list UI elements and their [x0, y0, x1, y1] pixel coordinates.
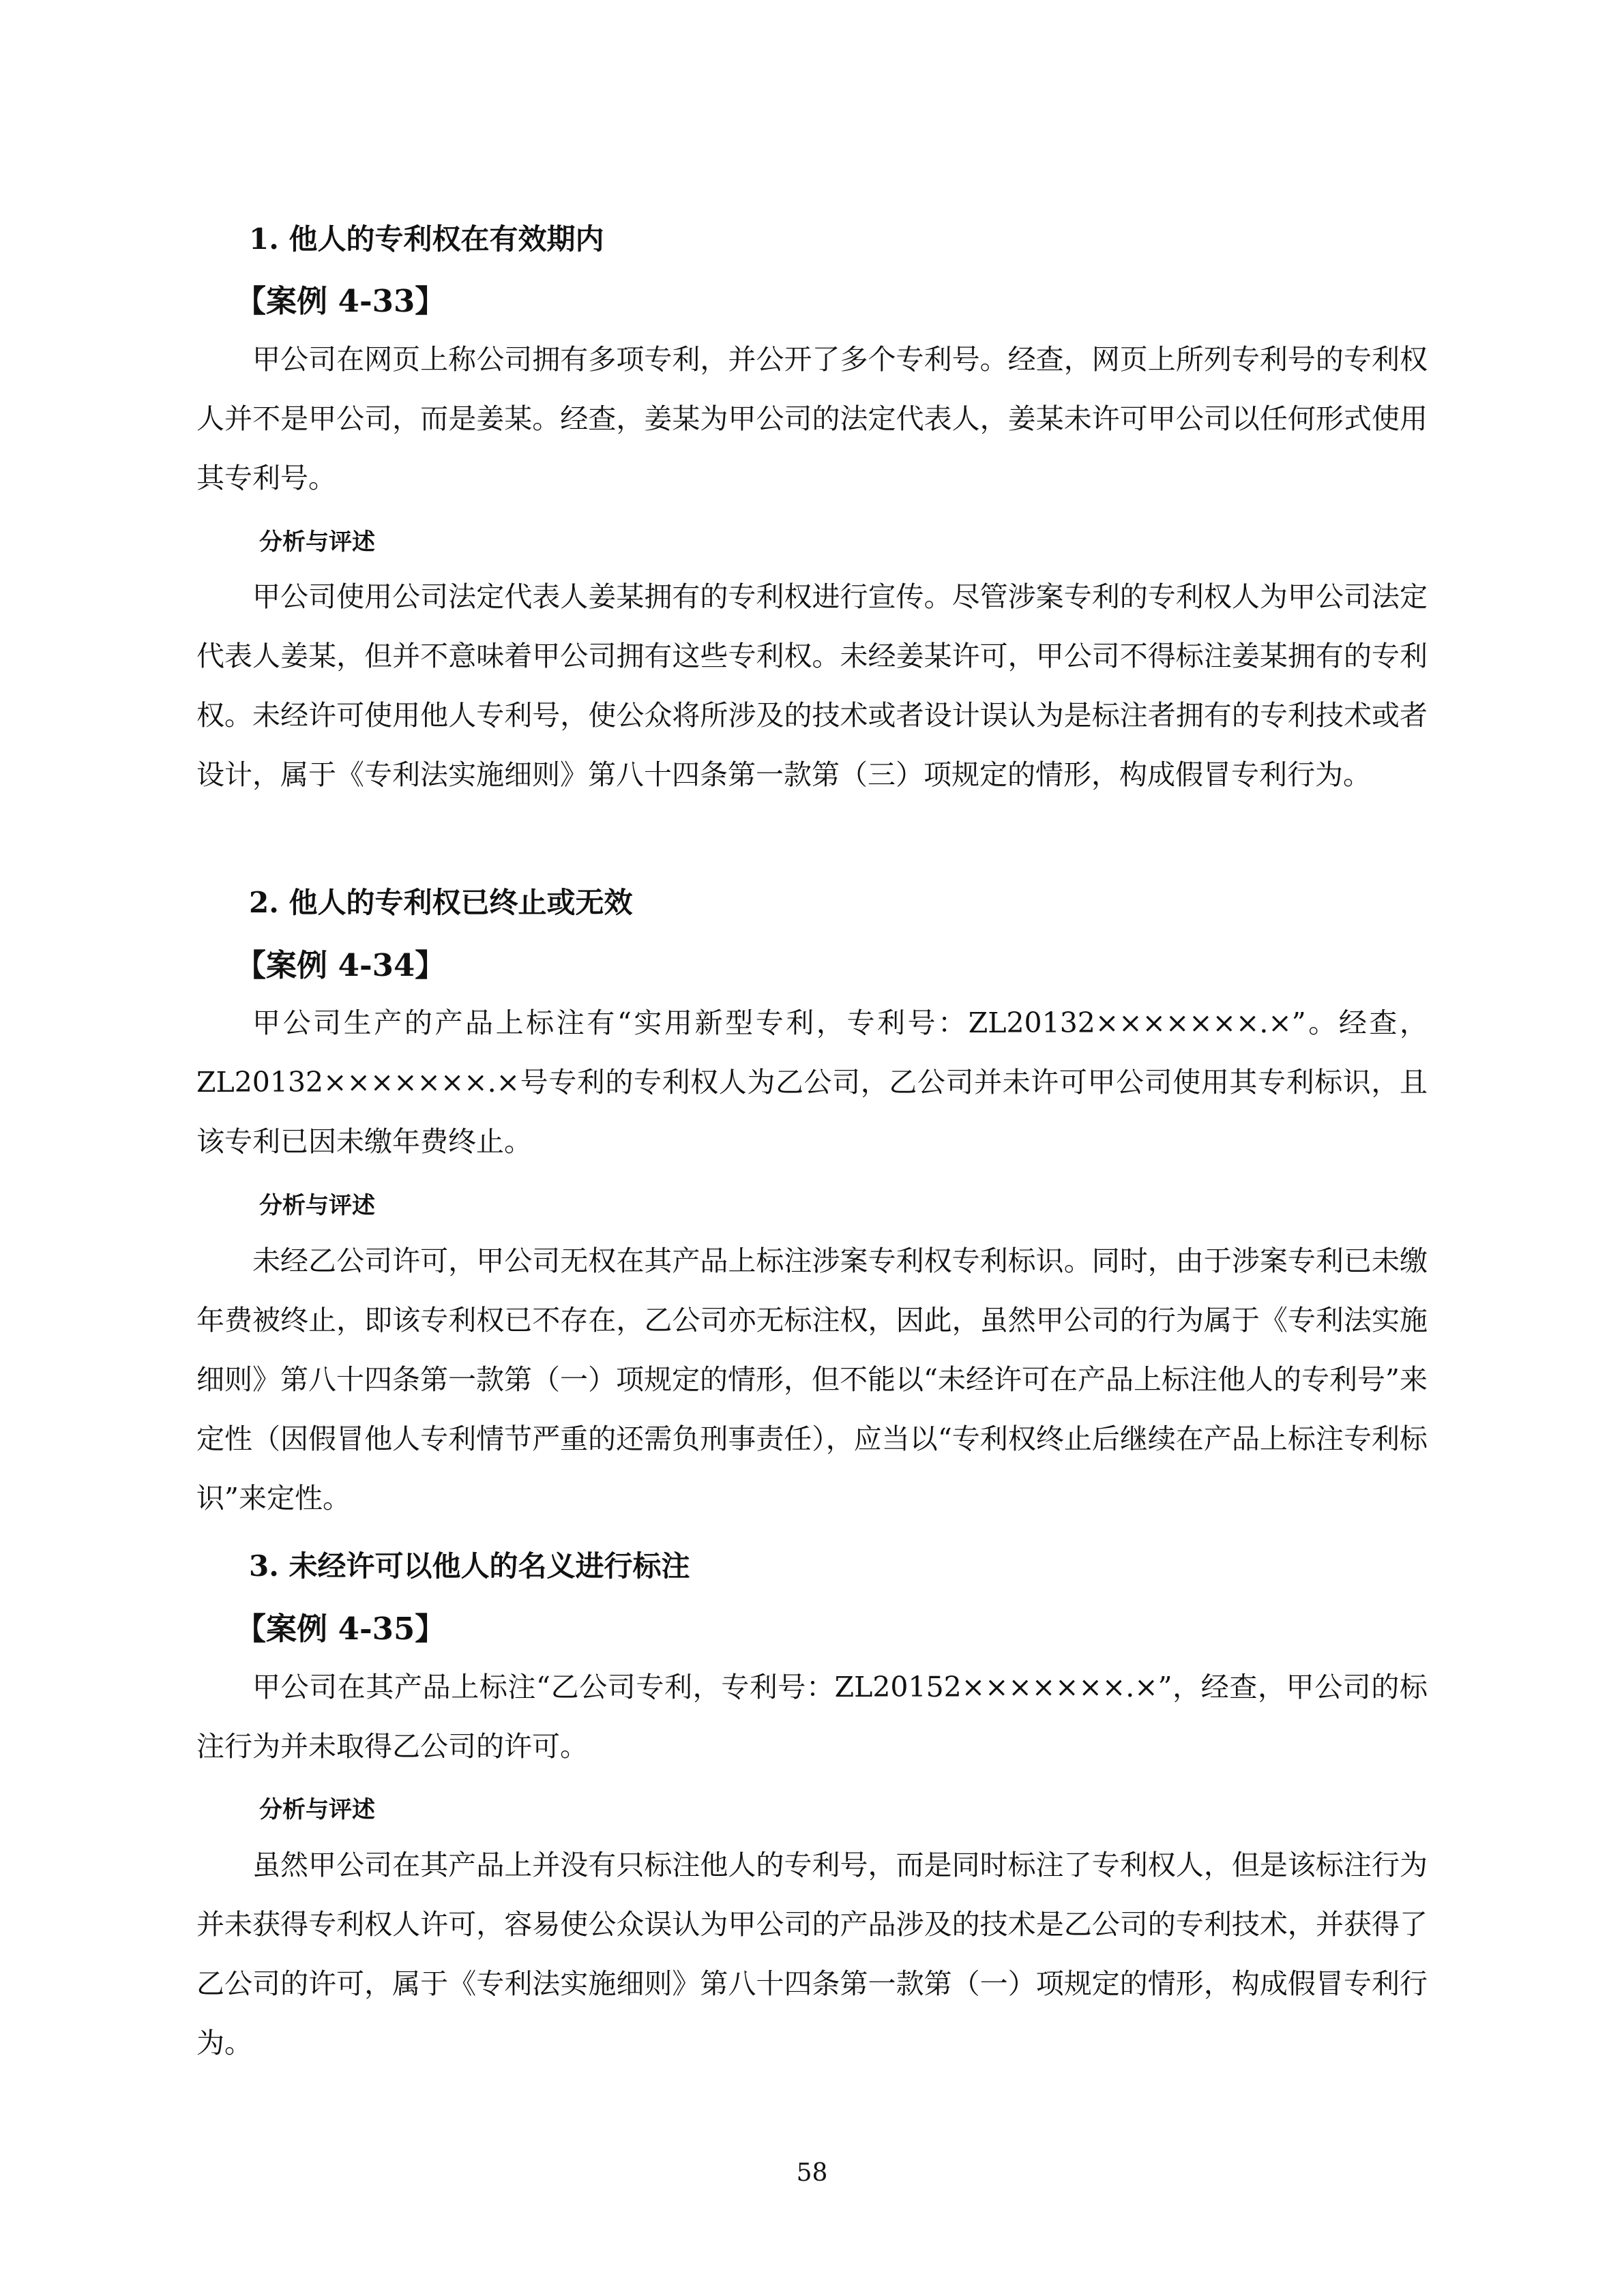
analysis-label: 分析与评述 [259, 528, 375, 556]
analysis-paragraph: 未经乙公司许可，甲公司无权在其产品上标注涉案专利权专利标识。同时，由于涉案专利已未缴年费被终止，即该专利权已不存在，乙公司亦无标注权，因此，虽然甲公司的行为属于《专利法实施细则》第八十四条第一款第（一）项规定的情形，但不能以“未经许可在产品上标注他人的专利号”来定性（因假冒他人专利情节严重的还需负刑事责任），应当以“专利权终止后继续在产品上标注专利标识”来定性。 [196, 1244, 1428, 1515]
analysis-label: 分析与评述 [259, 1796, 375, 1823]
case-label: 【案例 4-33】 [235, 283, 446, 319]
case-paragraph: 甲公司生产的产品上标注有“实用新型专利，专利号：ZL20132×××××××.×”。经查，ZL20132×××××××.×号专利的专利权人为乙公司，乙公司并未许可甲公司使用其专利标识，且该专利已因未缴年费终止。 [196, 1007, 1428, 1158]
page-number: 58 [796, 2159, 828, 2187]
case-label: 【案例 4-34】 [235, 947, 446, 983]
case-label: 【案例 4-35】 [235, 1611, 446, 1647]
section-heading: 2. 他人的专利权已终止或无效 [249, 886, 633, 919]
analysis-paragraph: 虽然甲公司在其产品上并没有只标注他人的专利号，而是同时标注了专利权人，但是该标注行为并未获得专利权人许可，容易使公众误认为甲公司的产品涉及的技术是乙公司的专利技术，并获得了乙公司的许可，属于《专利法实施细则》第八十四条第一款第（一）项规定的情形，构成假冒专利行为。 [196, 1849, 1428, 2059]
case-paragraph: 甲公司在网页上称公司拥有多项专利，并公开了多个专利号。经查，网页上所列专利号的专利权人并不是甲公司，而是姜某。经查，姜某为甲公司的法定代表人，姜某未许可甲公司以任何形式使用其专利号。 [196, 343, 1428, 494]
analysis-label: 分析与评述 [259, 1192, 375, 1219]
section-heading: 1. 他人的专利权在有效期内 [249, 222, 604, 256]
section-heading: 3. 未经许可以他人的名义进行标注 [249, 1549, 690, 1583]
case-paragraph: 甲公司在其产品上标注“乙公司专利，专利号：ZL20152×××××××.×”，经查，甲公司的标注行为并未取得乙公司的许可。 [196, 1671, 1428, 1763]
analysis-paragraph: 甲公司使用公司法定代表人姜某拥有的专利权进行宣传。尽管涉案专利的专利权人为甲公司法定代表人姜某，但并不意味着甲公司拥有这些专利权。未经姜某许可，甲公司不得标注姜某拥有的专利权。未经许可使用他人专利号，使公众将所涉及的技术或者设计误认为是标注者拥有的专利技术或者设计，属于《专利法实施细则》第八十四条第一款第（三）项规定的情形，构成假冒专利行为。 [196, 580, 1428, 791]
